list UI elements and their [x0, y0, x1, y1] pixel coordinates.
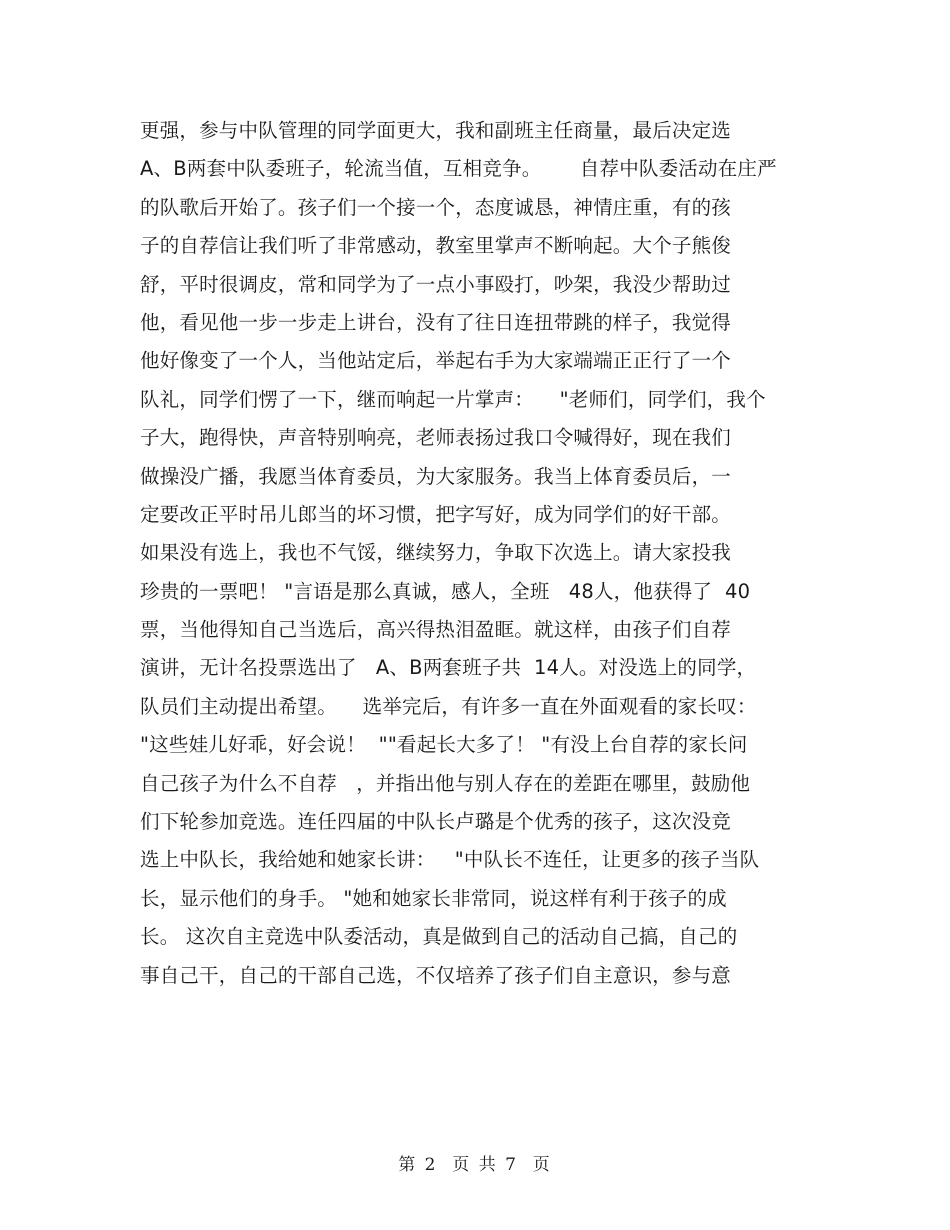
text-line: 定要改正平时吊儿郎当的坏习惯，把字写好，成为同学们的好干部。 [140, 502, 732, 526]
body-text [140, 112, 800, 995]
page-number-footer: 第 2 页 共 7 页 [398, 1155, 552, 1175]
text-line: 队礼，同学们愣了一下，继而响起一片掌声： "老师们，同学们，我个 [140, 387, 766, 411]
text-line: 的队歌后开始了。孩子们一个接一个，态度诚恳，神情庄重，有的孩 [140, 195, 732, 219]
text-line: 如果没有选上，我也不气馁，继续努力，争取下次选上。请大家投我 [140, 541, 732, 565]
text-line: 子的自荐信让我们听了非常感动，教室里掌声不断响起。大个子熊俊 [140, 234, 732, 258]
text-line: 他好像变了一个人，当他站定后，举起右手为大家端端正正行了一个 [140, 349, 732, 373]
text-line: 队员们主动提出希望。 选举完后，有许多一直在外面观看的家长叹： [140, 694, 757, 718]
text-line: 自己孩子为什么不自荐 ，并指出他与别人存在的差距在哪里，鼓励他 [140, 771, 751, 795]
text-line: 们下轮参加竞选。连任四届的中队长卢璐是个优秀的孩子，这次没竞 [140, 810, 732, 834]
text-line: 子大，跑得快，声音特别响亮，老师表扬过我口令喊得好，现在我们 [140, 426, 732, 450]
text-line: 舒，平时很调皮，常和同学为了一点小事殴打，吵架，我没少帮助过 [140, 272, 732, 296]
text-line: 长，显示他们的身手。 "她和她家长非常同，说这样有利于孩子的成 [140, 886, 727, 910]
text-line: 他，看见他一步一步走上讲台，没有了往日连扭带跳的样子，我觉得 [140, 310, 732, 334]
text-line: 票，当他得知自己当选后，高兴得热泪盈眶。就这样，由孩子们自荐 [140, 618, 732, 642]
text-line: A、B两套中队委班子，轮流当值，互相竞争。 自荐中队委活动在庄严 [140, 157, 777, 181]
text-line: 更强，参与中队管理的同学面更大，我和副班主任商量，最后决定选 [140, 119, 732, 142]
text-line: 事自己干，自己的干部自己选，不仅培养了孩子们自主意识，参与意 [140, 963, 732, 987]
text-line: 珍贵的一票吧！ "言语是那么真诚，感人，全班 48人，他获得了 40 [140, 579, 751, 603]
text-line: 选上中队长，我给她和她家长讲： "中队长不连任，让更多的孩子当队 [140, 848, 760, 872]
text-line: "这些娃儿好乖，好会说！ ""看起长大多了！ "有没上台自荐的家长问 [140, 733, 748, 757]
text-line: 长。 这次自主竞选中队委活动，真是做到自己的活动自己搞，自己的 [140, 925, 738, 949]
text-line: 演讲，无计名投票选出了 A、B两套班子共 14人。对没选上的同学， [140, 656, 757, 680]
text-line: 做操没广播，我愿当体育委员，为大家服务。我当上体育委员后，一 [140, 464, 732, 488]
